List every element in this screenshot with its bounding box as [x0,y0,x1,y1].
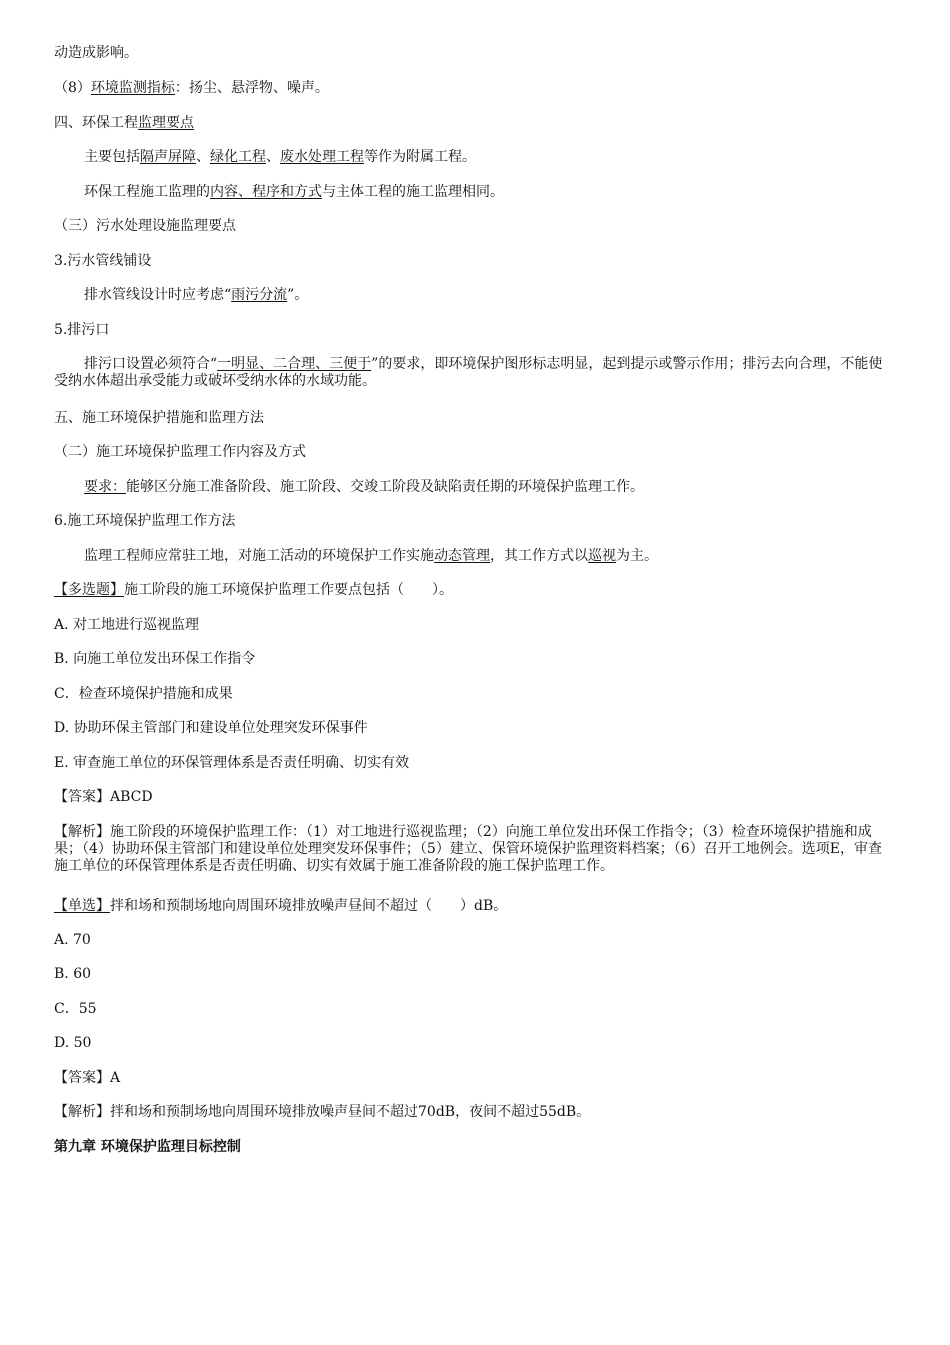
chapter-heading: 第九章 环境保护监理目标控制 [54,1139,241,1155]
section-heading [54,115,894,132]
option-d: D. 协助环保主管部门和建设单位处理突发环保事件 [54,720,368,736]
underlined-term: 要求： [84,479,126,495]
underlined-term: 绿化工程 [210,149,266,165]
text: 主要包括 [84,149,140,165]
text: ：扬尘、悬浮物、噪声。 [174,80,329,96]
text: 排水管线设计时应考虑“ [84,287,232,303]
analysis: 【解析】拌和场和预制场地向周围环境排放噪声昼间不超过70dB，夜间不超过55dB。 [54,1104,591,1120]
underlined-term: 隔声屏障 [140,149,196,165]
text: 环保工程施工监理的 [84,184,210,200]
question-text: 拌和场和预制场地向周围环境排放噪声昼间不超过（ ）dB。 [110,898,508,914]
underlined-term: 雨污分流 [231,287,288,303]
text: 与主体工程的施工监理相同。 [322,184,504,200]
paragraph [84,548,894,565]
subsection-heading: （三）污水处理设施监理要点 [54,218,236,234]
question-tag: 【多选题】 [54,582,124,598]
underlined-term: 环境监测指标 [90,80,175,96]
answer: 【答案】A [54,1070,121,1086]
option-a: A. 70 [54,932,91,948]
text: ，其工作方式以 [490,548,588,564]
underlined-term: 一明显、二合理、三便于 [217,356,372,372]
text: ”的要求，即环境保护图形标志明显，起到提示或警示作用；排污去向合理，不能使受纳水体超出承受能力或破坏受纳水体的水域功能。 [54,356,883,389]
paragraph [84,287,894,304]
text: 监理工程师应常驻工地，对施工活动的环境保护工作实施 [84,548,434,564]
paragraph [54,356,894,390]
text: 四、环保工程 [54,115,138,131]
text: 、 [196,149,210,165]
option-b: B. 向施工单位发出环保工作指令 [54,651,256,667]
underlined-term: 动态管理 [434,548,490,564]
paragraph [54,80,894,97]
paragraph [84,184,894,201]
option-c: C．检查环境保护措施和成果 [54,686,233,702]
text: 能够区分施工准备阶段、施工阶段、交竣工阶段及缺陷责任期的环境保护监理工作。 [126,479,644,495]
option-b: B. 60 [54,966,92,982]
underlined-term: 巡视 [588,548,616,564]
text: （8） [54,80,91,96]
answer: 【答案】ABCD [54,789,153,805]
subsection-heading: 3.污水管线铺设 [54,253,152,269]
text: ”。 [287,287,309,303]
paragraph [84,149,894,166]
subsection-heading: （二）施工环境保护监理工作内容及方式 [54,444,306,460]
paragraph: 动造成影响。 [54,45,138,61]
text: 为主。 [616,548,658,564]
option-e: E. 审查施工单位的环保管理体系是否责任明确、切实有效 [54,755,410,771]
text: 排污口设置必须符合“ [84,356,218,372]
question-stem [54,582,894,599]
subsection-heading: 6.施工环境保护监理工作方法 [54,513,236,529]
option-d: D. 50 [54,1035,92,1051]
underlined-term: 监理要点 [138,115,194,131]
underlined-term: 废水处理工程 [280,149,364,165]
text: 、 [266,149,280,165]
analysis: 【解析】施工阶段的环境保护监理工作：（1）对工地进行巡视监理；（2）向施工单位发出环保工作指令；（3）检查环境保护措施和成果；（4）协助环保主管部门和建设单位处理突发环保事件；（5）建立、保管环境保护监理资料档案；（6）召开工地例会。选项E，审查施工单位的环保管理体系是否责任明确、切实有效属于施工准备阶段的施工保护监理工作。 [54,824,882,874]
option-c: C．55 [54,1001,97,1017]
question-tag: 【单选】 [54,898,110,914]
subsection-heading: 5.排污口 [54,322,110,338]
section-heading: 五、施工环境保护措施和监理方法 [54,410,264,426]
text: 等作为附属工程。 [364,149,476,165]
option-a: A. 对工地进行巡视监理 [54,617,200,633]
underlined-term: 内容、程序和方式 [210,184,322,200]
question-stem [54,898,894,915]
paragraph [84,479,894,496]
question-text: 施工阶段的施工环境保护监理工作要点包括（ ）。 [124,582,453,598]
